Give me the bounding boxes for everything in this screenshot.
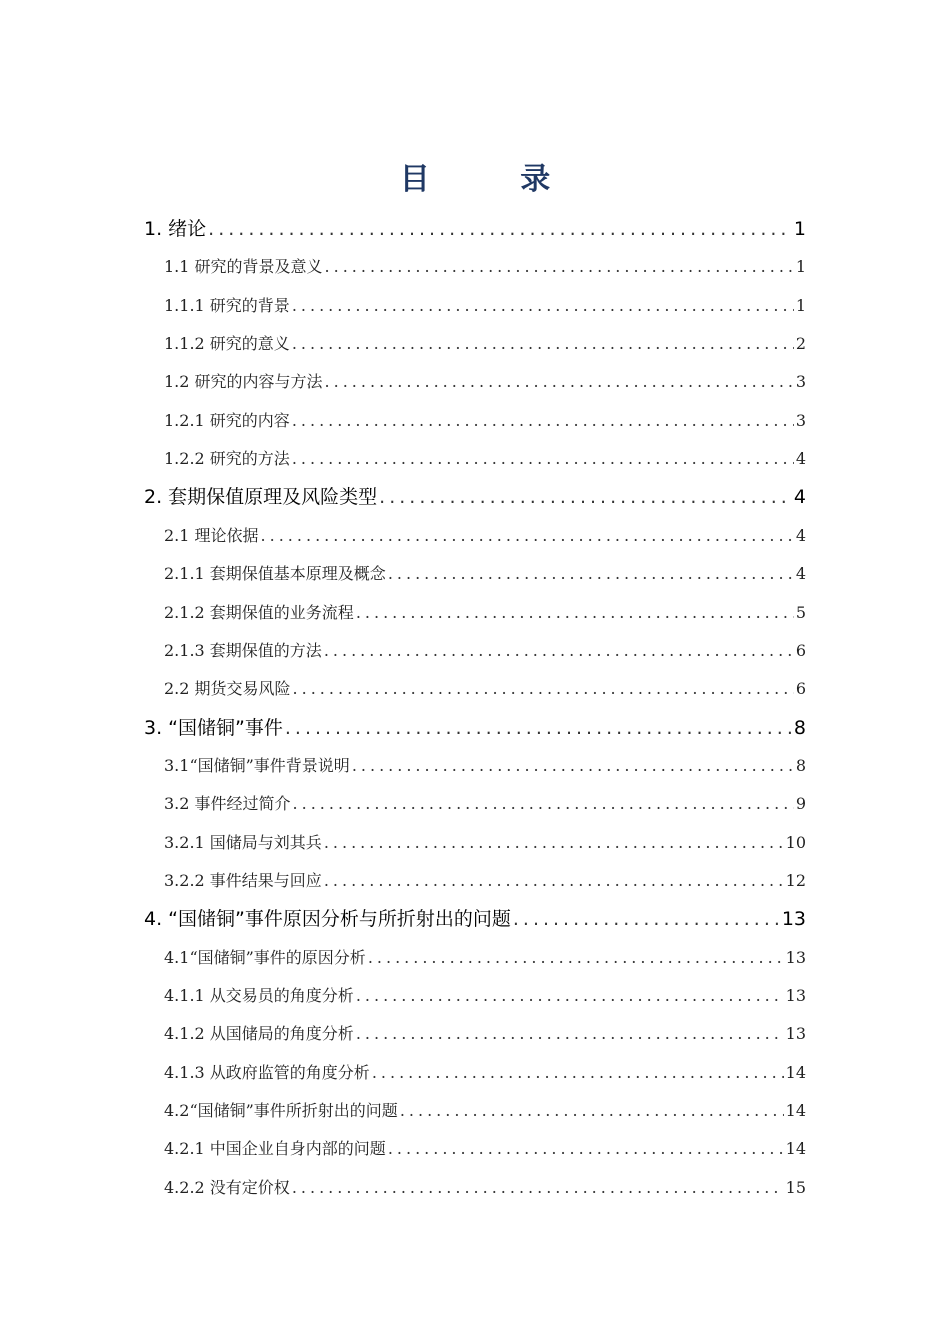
toc-page-number: 2	[795, 334, 806, 354]
toc-dot-leader	[513, 901, 780, 937]
toc-page-number: 4	[795, 449, 806, 469]
toc-entry-title: 2.1.3 套期保值的方法	[164, 640, 322, 660]
toc-section-entry[interactable]	[164, 441, 806, 477]
toc-entry-title: 4.1“国储铜”事件的原因分析	[164, 947, 366, 967]
toc-entry-title: 4.2.2 没有定价权	[164, 1177, 290, 1197]
toc-entry-title: 2.1.1 套期保值基本原理及概念	[164, 564, 386, 584]
toc-dot-leader	[356, 1016, 784, 1052]
toc-dot-leader	[324, 825, 784, 861]
toc-dot-leader	[292, 441, 794, 477]
toc-page-number: 4	[795, 525, 806, 545]
toc-page-number: 3	[795, 410, 806, 430]
toc-section-entry[interactable]	[164, 288, 806, 324]
toc-entry-title: 1.1 研究的背景及意义	[164, 257, 323, 277]
toc-dot-leader	[368, 940, 784, 976]
toc-entry-title: 4.1.1 从交易员的角度分析	[164, 986, 354, 1005]
toc-page-number: 1	[795, 295, 806, 315]
toc-dot-leader	[292, 403, 794, 439]
toc-dot-leader	[293, 671, 794, 707]
toc-section-entry[interactable]	[164, 978, 806, 1014]
toc-entry-title: 4.1.2 从国储局的角度分析	[164, 1024, 354, 1044]
toc-entry-title: 1.2 研究的内容与方法	[164, 372, 323, 392]
toc-dot-leader	[292, 326, 794, 362]
toc-entry-title: 4.2“国储铜”事件所折射出的问题	[164, 1101, 398, 1121]
toc-section-entry[interactable]	[164, 1016, 806, 1052]
toc-section-entry[interactable]	[164, 249, 806, 285]
toc-page-number: 10	[785, 832, 806, 852]
toc-entry-title: 1.1.1 研究的背景	[164, 295, 290, 315]
toc-section-entry[interactable]	[164, 364, 806, 400]
toc-chapter-entry[interactable]	[144, 479, 806, 515]
toc-page-number: 8	[793, 716, 806, 739]
toc-dot-leader	[208, 211, 792, 247]
toc-dot-leader	[356, 978, 784, 1014]
toc-section-entry[interactable]	[164, 671, 806, 707]
toc-page-number: 3	[795, 372, 806, 392]
toc-dot-leader	[379, 479, 792, 515]
toc-page-number: 9	[795, 794, 806, 814]
toc-section-entry[interactable]	[164, 1055, 806, 1091]
toc-dot-leader	[293, 786, 794, 822]
toc-dot-leader	[388, 556, 794, 592]
toc-page-number: 13	[785, 1024, 806, 1044]
toc-dot-leader	[261, 518, 794, 554]
toc-dot-leader	[400, 1093, 784, 1129]
toc-entry-title: 4.1.3 从政府监管的角度分析	[164, 1062, 370, 1082]
toc-entry-title: 3.2.1 国储局与刘其兵	[164, 832, 322, 852]
toc-page-number: 14	[785, 1139, 806, 1159]
toc-section-entry[interactable]	[164, 633, 806, 669]
toc-section-entry[interactable]	[164, 748, 806, 784]
toc-entry-title: 1.2.2 研究的方法	[164, 449, 290, 469]
toc-entry-title: 3.2 事件经过简介	[164, 794, 291, 814]
toc-section-entry[interactable]	[164, 940, 806, 976]
toc-dot-leader	[285, 710, 792, 746]
toc-section-entry[interactable]	[164, 863, 806, 899]
toc-section-entry[interactable]	[164, 595, 806, 631]
toc-dot-leader	[325, 249, 794, 285]
toc-dot-leader	[352, 748, 794, 784]
toc-page-number: 4	[795, 564, 806, 584]
toc-entry-title: 4.2.1 中国企业自身内部的问题	[164, 1139, 386, 1159]
toc-entry-title: 2.1 理论依据	[164, 525, 259, 545]
toc-dot-leader	[292, 1170, 784, 1206]
toc-section-entry[interactable]	[164, 825, 806, 861]
toc-entry-title: 3.2.2 事件结果与回应	[164, 870, 322, 890]
toc-section-entry[interactable]	[164, 786, 806, 822]
toc-chapter-entry[interactable]	[144, 901, 806, 937]
toc-entry-title: 1.2.1 研究的内容	[164, 410, 290, 430]
toc-entry-title: 2. 套期保值原理及风险类型	[144, 486, 378, 509]
toc-entry-title: 1. 绪论	[144, 218, 207, 240]
toc-page-number: 13	[785, 986, 806, 1005]
toc-page-number: 4	[793, 486, 806, 509]
toc-entry-title: 2.2 期货交易风险	[164, 679, 291, 699]
toc-page-number: 13	[785, 947, 806, 967]
toc-dot-leader	[325, 364, 794, 400]
toc-dot-leader	[372, 1055, 784, 1091]
toc-section-entry[interactable]	[164, 403, 806, 439]
toc-dot-leader	[292, 288, 794, 324]
toc-page-number: 8	[795, 755, 806, 775]
toc-page-number: 1	[793, 218, 806, 240]
toc-page-number: 14	[785, 1062, 806, 1082]
toc-section-entry[interactable]	[164, 1093, 806, 1129]
toc-section-entry[interactable]	[164, 1131, 806, 1167]
toc-section-entry[interactable]	[164, 1170, 806, 1206]
toc-dot-leader	[388, 1131, 784, 1167]
toc-title: 目 录	[399, 162, 591, 197]
toc-dot-leader	[324, 633, 794, 669]
toc-page-number: 15	[785, 1177, 806, 1197]
toc-page-number: 1	[795, 257, 806, 277]
toc-page-number: 5	[795, 602, 806, 622]
toc-page-number: 6	[795, 640, 806, 660]
toc-page-number: 13	[781, 908, 806, 931]
toc-page-number: 6	[795, 679, 806, 699]
toc-entry-title: 1.1.2 研究的意义	[164, 334, 290, 354]
toc-page-number: 12	[785, 870, 806, 890]
toc-chapter-entry[interactable]	[144, 710, 806, 746]
toc-section-entry[interactable]	[164, 326, 806, 362]
toc-dot-leader	[356, 595, 794, 631]
toc-entry-title: 2.1.2 套期保值的业务流程	[164, 602, 354, 622]
toc-entry-title: 3.1“国储铜”事件背景说明	[164, 755, 350, 775]
toc-entry-title: 4. “国储铜”事件原因分析与所折射出的问题	[144, 908, 511, 931]
toc-section-entry[interactable]	[164, 556, 806, 592]
toc-page-number: 14	[785, 1101, 806, 1121]
toc-dot-leader	[324, 863, 784, 899]
toc-section-entry[interactable]	[164, 518, 806, 554]
toc-entry-title: 3. “国储铜”事件	[144, 716, 283, 739]
toc-chapter-entry[interactable]	[144, 211, 806, 247]
